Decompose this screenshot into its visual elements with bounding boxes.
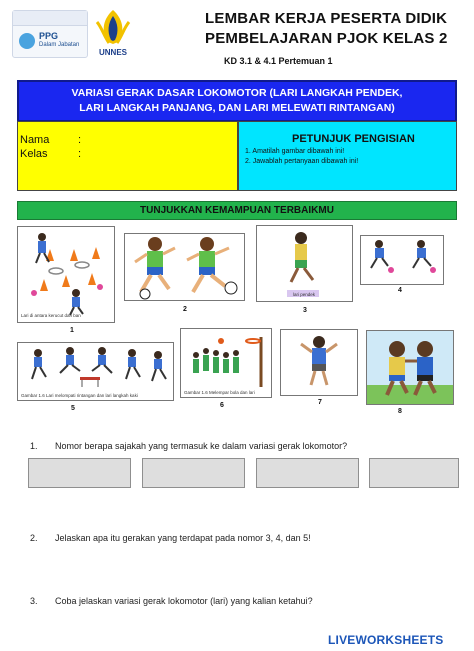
topic-line-2: LARI LANGKAH PANJANG, DAN LARI MELEWATI RINTANGAN) xyxy=(79,102,395,114)
image-number: 3 xyxy=(303,307,307,314)
exercise-image-7 xyxy=(280,329,358,396)
question-number: 1. xyxy=(30,441,38,451)
answer-box-3[interactable] xyxy=(256,458,359,488)
exercise-image-4 xyxy=(360,235,444,285)
instructions-title: PETUNJUK PENGISIAN xyxy=(292,133,415,145)
worksheet-subtitle: PEMBELAJARAN PJOK KELAS 2 xyxy=(205,30,448,47)
topic-line-1: VARIASI GERAK DASAR LOKOMOTOR (LARI LANGKAH PENDEK, xyxy=(71,87,403,99)
exercise-image-6 xyxy=(180,328,272,398)
answer-box-1[interactable] xyxy=(28,458,131,488)
image-caption: Lari di antara kerucut dan ban xyxy=(21,313,81,318)
image-number: 7 xyxy=(318,399,322,406)
exercise-image-1 xyxy=(17,226,115,323)
ppg-logo xyxy=(12,10,88,58)
unnes-logo xyxy=(94,8,132,60)
worksheet-title: LEMBAR KERJA PESERTA DIDIK xyxy=(205,10,448,27)
topic-banner xyxy=(17,80,457,122)
unnes-logo-text: UNNES xyxy=(98,48,127,57)
exercise-image-8 xyxy=(366,330,454,405)
question-text: Coba jelaskan variasi gerak lokomotor (lari) yang kalian ketahui? xyxy=(55,596,313,606)
instruction-item: 2. Jawablah pertanyaan dibawah ini! xyxy=(245,158,359,165)
ppg-logo-subtext: Dalam Jabatan xyxy=(39,42,80,48)
children-basketball-icon xyxy=(181,329,271,397)
section-title-bar xyxy=(17,201,457,220)
question-number: 2. xyxy=(30,533,38,543)
kelas-colon: : xyxy=(78,148,82,160)
boy-jumping-hurdle-icon xyxy=(18,343,173,400)
image-number: 4 xyxy=(398,287,402,294)
image-caption: Gambar 1.6 Lari melompati rintangan dan lari langkah kaki xyxy=(21,393,138,398)
question-number: 3. xyxy=(30,596,38,606)
boy-jumping-icon xyxy=(281,330,357,395)
identity-panel xyxy=(17,121,238,191)
boys-running-ball-icon xyxy=(361,236,443,284)
image-number: 5 xyxy=(71,405,75,412)
answer-box-2[interactable] xyxy=(142,458,245,488)
instruction-item: 1. Amatilah gambar dibawah ini! xyxy=(245,148,345,155)
image-caption: Gambar 1.6 Melempar bola dan lari xyxy=(184,390,255,395)
exercise-image-5 xyxy=(17,342,174,401)
nama-colon: : xyxy=(78,134,82,146)
boys-running-together-icon xyxy=(367,331,453,404)
instructions-panel xyxy=(238,121,457,191)
question-text: Nomor berapa sajakah yang termasuk ke dalam variasi gerak lokomotor? xyxy=(55,441,348,451)
boy-running-icon xyxy=(257,226,352,301)
image-number: 2 xyxy=(183,306,187,313)
section-title: TUNJUKKAN KEMAMPUAN TERBAIKMU xyxy=(140,205,334,216)
kd-label: KD 3.1 & 4.1 Pertemuan 1 xyxy=(224,56,333,66)
ppg-logo-text: PPG xyxy=(39,31,59,41)
exercise-image-3 xyxy=(256,225,353,302)
exercise-image-2 xyxy=(124,233,245,301)
image-number: 6 xyxy=(220,402,224,409)
unnes-emblem-icon xyxy=(94,8,132,48)
ppg-mark-icon xyxy=(19,33,35,49)
boys-playing-football-icon xyxy=(125,234,244,300)
image-number: 8 xyxy=(398,408,402,415)
image-number: 1 xyxy=(70,327,74,334)
answer-box-4[interactable] xyxy=(369,458,459,488)
kelas-label: Kelas xyxy=(20,148,48,160)
liveworksheets-watermark[interactable]: LIVEWORKSHEETS xyxy=(328,633,444,647)
nama-label: Nama xyxy=(20,134,50,146)
children-running-cones-icon xyxy=(18,227,114,322)
question-text: Jelaskan apa itu gerakan yang terdapat pada nomor 3, 4, dan 5! xyxy=(55,533,311,543)
image-caption: lari pendek xyxy=(293,292,316,297)
